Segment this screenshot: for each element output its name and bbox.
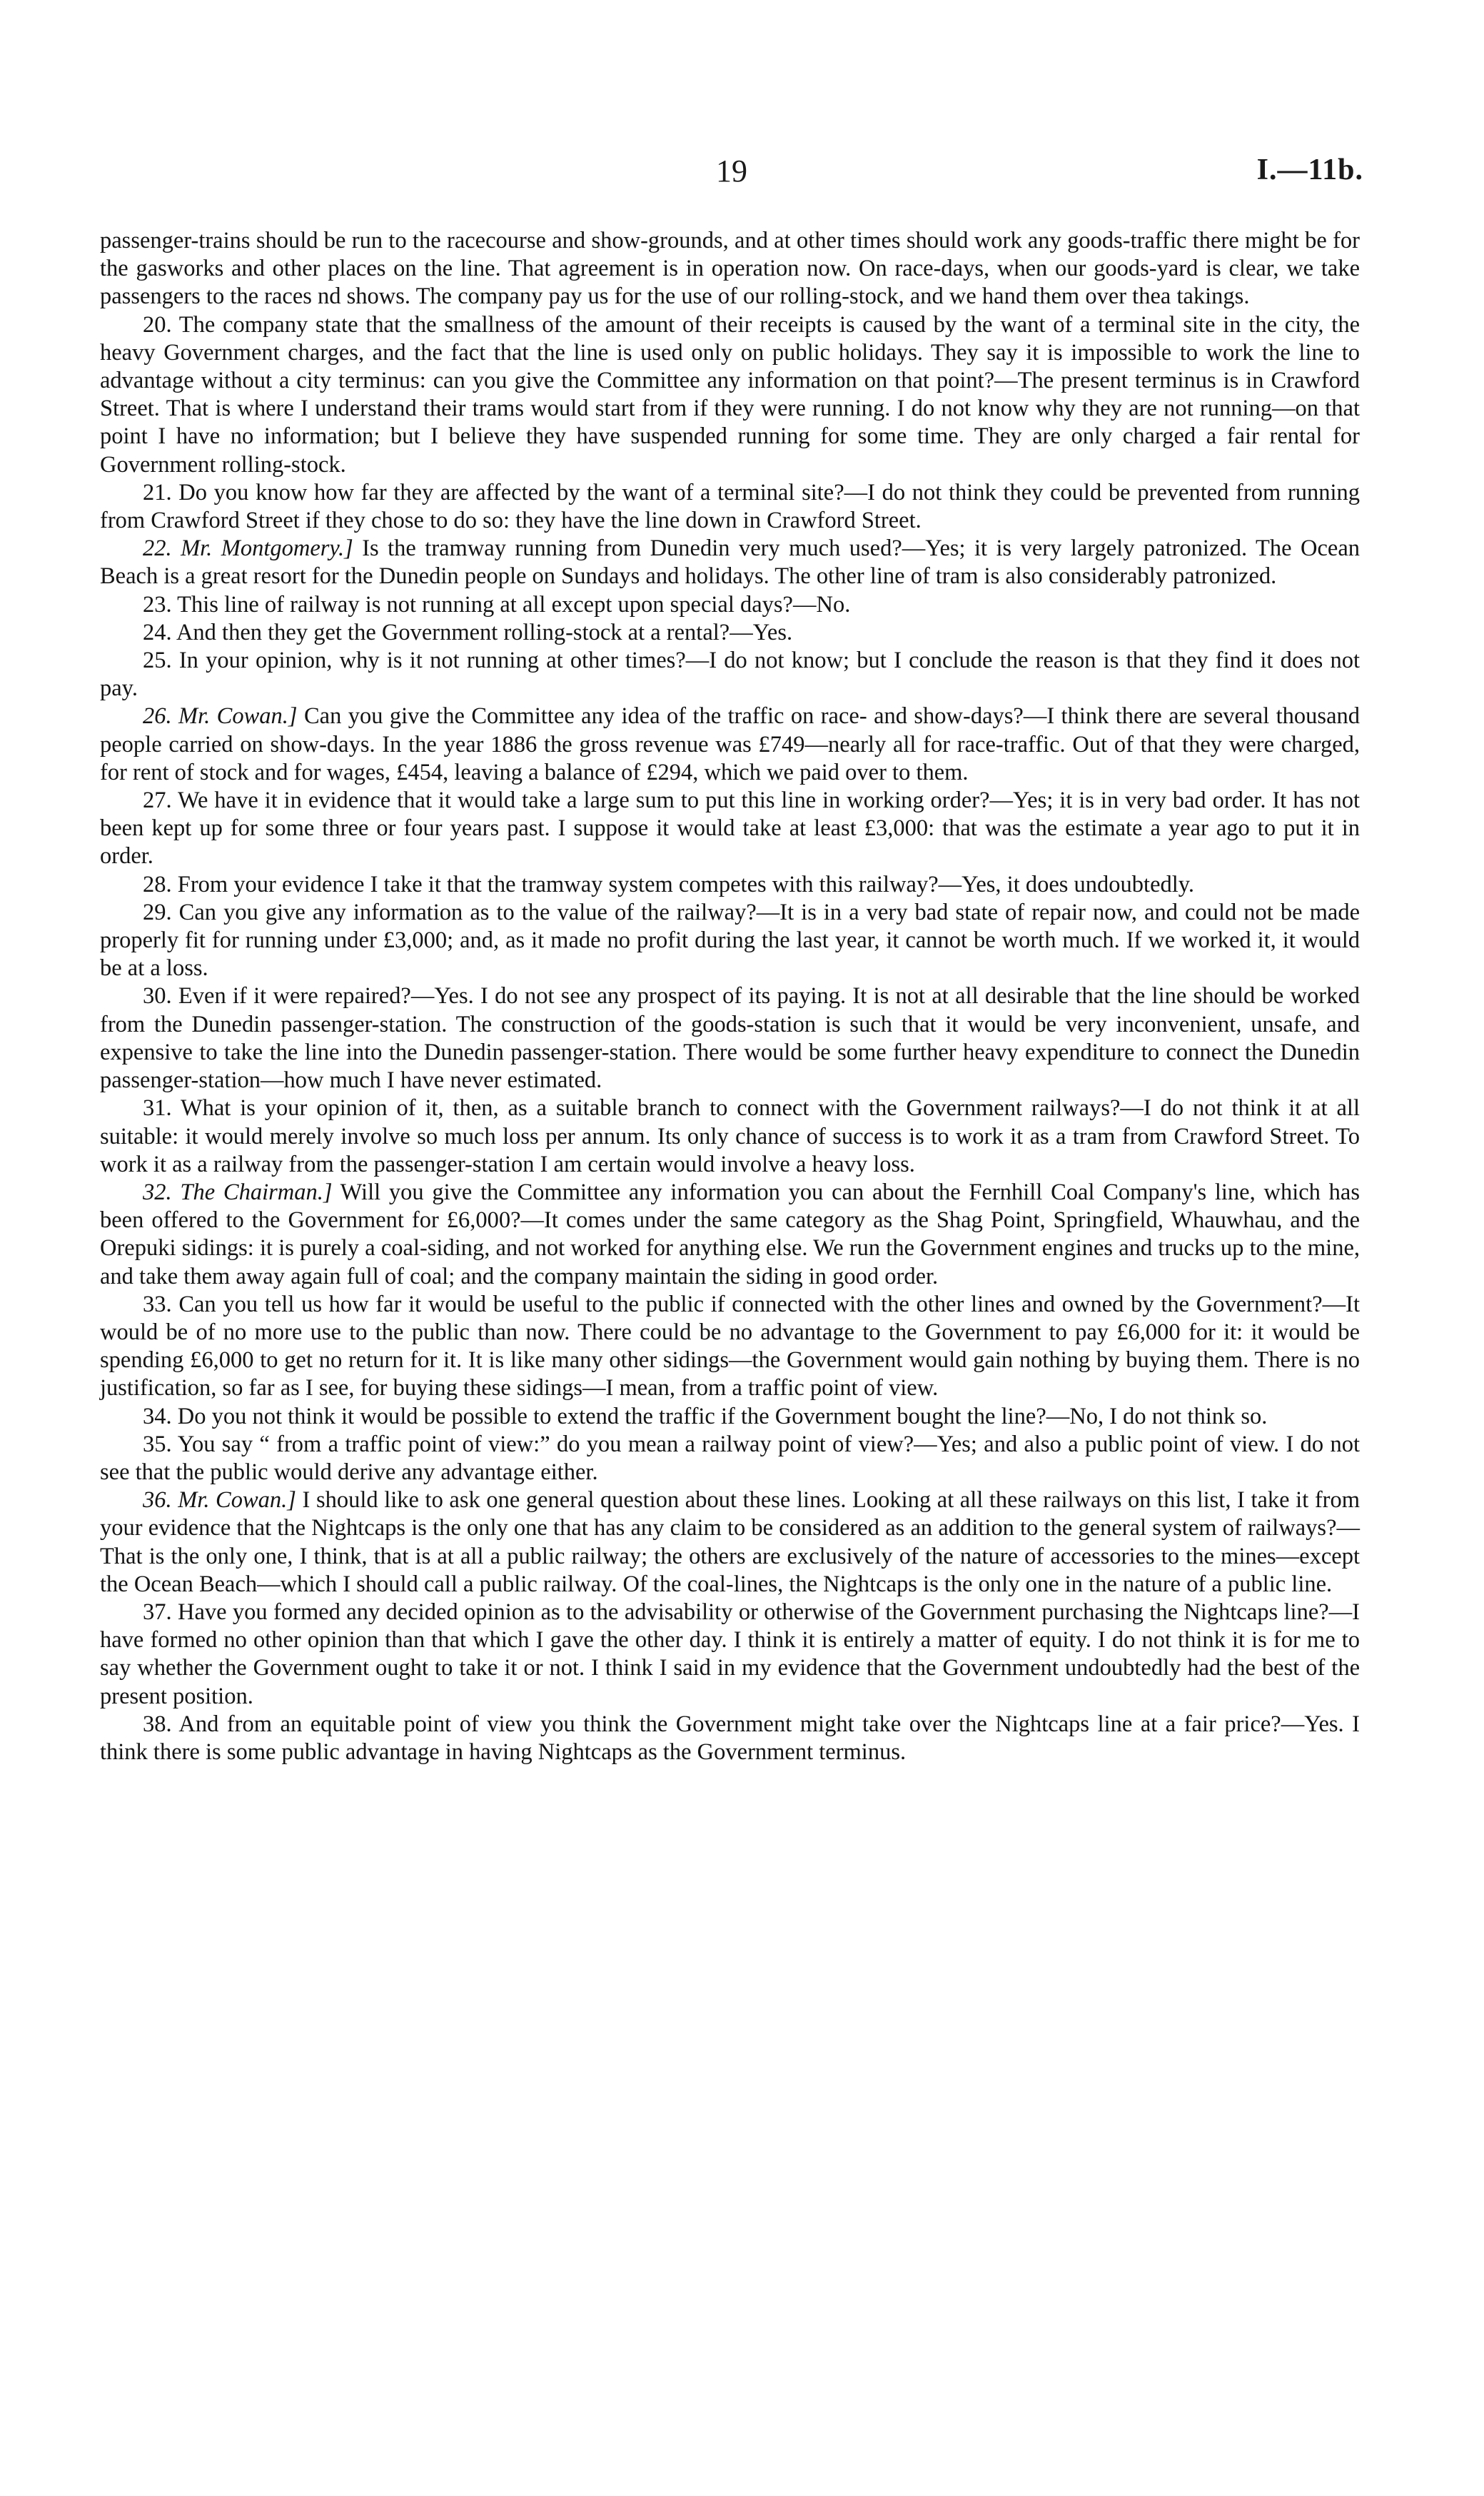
paragraph <box>100 899 1360 983</box>
speaker-label: 26. Mr. Cowan.] <box>143 703 298 730</box>
paragraph-text: 20. The company state that the smallness of the amount of their receipts is caused by the want of a terminal site in the city, the heavy Government charges, and the fact that the line is used only on public holidays. They say it is impossible to work the line to advantage without a city terminus: can you give the Committee any information on that point?—The present terminus is in Crawford Street. That is where I understand their trams would start from if they were running. I do not know why they are not running—on that point I have no information; but I believe they have suspended running for some time. They are only charged a fair rental for Government rolling-stock. <box>100 311 1360 478</box>
paragraph <box>100 227 1360 311</box>
paragraph-text: 23. This line of railway is not running at all except upon special days?—No. <box>143 591 851 618</box>
paragraph <box>100 1094 1360 1179</box>
paragraph-text: 37. Have you formed any decided opinion as to the advisability or otherwise of the Government purchasing the Nightcaps line?—I have formed no other opinion than that which I gave the other day. I think it is entirely a matter of equity. I do not think it is for me to say whether the Government ought to take it or not. I think I said in my evidence that the Government undoubtedly had the best of the present position. <box>100 1599 1360 1709</box>
paragraph <box>100 1431 1360 1486</box>
paragraph-text: Can you give the Committee any idea of the traffic on race- and show-days?—I think there are several thousand people carried on show-days. In the year 1886 the gross revenue was £749—nearly all for race-traffic. Out of that they were charged, for rent of stock and for wages, £454, leaving a balance of £294, which we paid over to them. <box>100 703 1360 785</box>
paragraph <box>100 479 1360 535</box>
paragraph <box>100 535 1360 590</box>
paragraph <box>100 871 1360 899</box>
speaker-label: 22. Mr. Montgomery.] <box>143 535 353 562</box>
paragraph <box>100 647 1360 703</box>
speaker-label: 36. Mr. Cowan.] <box>143 1487 296 1514</box>
paragraph-text: Will you give the Committee any information you can about the Fernhill Coal Company's line, which has been offered to the Government for £6,000?—It comes under the same category as the Shag Point, Springfield, Whauwhau, and the Orepuki sidings: it is purely a coal-siding, and not worked for anything else. We run the Government engines and trucks up to the mine, and take them away again full of coal; and the company maintain the siding in good order. <box>100 1179 1360 1289</box>
paragraph-text: I should like to ask one general question about these lines. Looking at all these railways on this list, I take it from your evidence that the Nightcaps is the only one that has any claim to be considered as an addition to the general system of railways?—That is the only one, I think, that is at all a public railway; the others are exclusively of the nature of accessories to the mines—except the Ocean Beach—which I should call a public railway. Of the coal-lines, the Nightcaps is the only one in the nature of a public line. <box>100 1487 1360 1597</box>
paragraph <box>100 619 1360 647</box>
paragraph <box>100 1179 1360 1291</box>
paragraph-text: 30. Even if it were repaired?—Yes. I do not see any prospect of its paying. It is not at all desirable that the line should be worked from the Dunedin passenger-station. The construction of the goods-station is such that it would be very inconvenient, unsafe, and expensive to take the line into the Dunedin passenger-station. There would be some further heavy expenditure to connect the Dunedin passenger-station—how much I have never estimated. <box>100 983 1360 1094</box>
document-reference: I.—11b. <box>1256 154 1363 186</box>
paragraph-text: 27. We have it in evidence that it would take a large sum to put this line in working order?—Yes; it is in very bad order. It has not been kept up for some three or four years past. I suppose it would take at least £3,000: that was the estimate a year ago to put it in order. <box>100 787 1360 870</box>
paragraph <box>100 1291 1360 1403</box>
paragraph-text: Is the tramway running from Dunedin very much used?—Yes; it is very largely patronized. The Ocean Beach is a great resort for the Dunedin people on Sundays and holidays. The other line of tram is also considerably patronized. <box>100 535 1360 590</box>
paragraph <box>100 1486 1360 1599</box>
paragraph-text: 34. Do you not think it would be possible to extend the traffic if the Government bought the line?—No, I do not think so. <box>143 1403 1268 1429</box>
page-header <box>100 149 1363 198</box>
paragraph <box>100 982 1360 1094</box>
paragraph-text: 21. Do you know how far they are affected by the want of a terminal site?—I do not think they could be prevented from running from Crawford Street if they chose to do so: they have the line down in Crawford Street. <box>100 479 1360 534</box>
paragraph <box>100 1599 1360 1711</box>
paragraph <box>100 1711 1360 1766</box>
paragraph <box>100 1403 1360 1431</box>
paragraph <box>100 787 1360 871</box>
paragraph-text: 31. What is your opinion of it, then, as a suitable branch to connect with the Government railways?—I do not think it at all suitable: it would merely involve so much loss per annum. Its only chance of success is to work it as a tram from Crawford Street. To work it as a railway from the passenger-station I am certain would involve a heavy loss. <box>100 1095 1360 1177</box>
paragraph-text: 24. And then they get the Government rolling-stock at a rental?—Yes. <box>143 619 793 645</box>
speaker-label: 32. The Chairman.] <box>143 1179 333 1205</box>
paragraph <box>100 311 1360 479</box>
paragraph-text: 33. Can you tell us how far it would be useful to the public if connected with the other lines and owned by the Government?—It would be of no more use to the public than now. There could be no advantage to the Government to pay £6,000 for it: it would be spending £6,000 to get no return for it. It is like many other sidings—the Government would gain nothing by buying them. There is no justification, so far as I see, for buying these sidings—I mean, from a traffic point of view. <box>100 1291 1360 1402</box>
paragraph-text: 29. Can you give any information as to the value of the railway?—It is in a very bad state of repair now, and could not be made properly fit for running under £3,000; and, as it made no profit during the last year, it cannot be worth much. If we worked it, it would be at a loss. <box>100 899 1360 982</box>
paragraph-text: 35. You say “ from a traffic point of view:” do you mean a railway point of view?—Yes; and also a public point of view. I do not see that the public would derive any advantage either. <box>100 1431 1360 1485</box>
paragraph <box>100 591 1360 619</box>
paragraph-text: 38. And from an equitable point of view you think the Government might take over the Nightcaps line at a fair price?—Yes. I think there is some public advantage in having Nightcaps as the Government terminus. <box>100 1711 1360 1765</box>
page-number: 19 <box>716 154 747 188</box>
paragraph-text: 28. From your evidence I take it that the tramway system competes with this railway?—Yes, it does undoubtedly. <box>143 871 1195 897</box>
paragraph-text: 25. In your opinion, why is it not running at other times?—I do not know; but I conclude the reason is that they find it does not pay. <box>100 648 1360 702</box>
body-text <box>100 227 1360 1766</box>
paragraph-text: passenger-trains should be run to the racecourse and show-grounds, and at other times should work any goods-traffic there might be for the gasworks and other places on the line. That agreement is in operation now. On race-days, when our goods-yard is clear, we take passengers to the races nd shows. The company pay us for the use of our rolling-stock, and we hand them over thea takings. <box>100 228 1360 310</box>
paragraph <box>100 703 1360 787</box>
